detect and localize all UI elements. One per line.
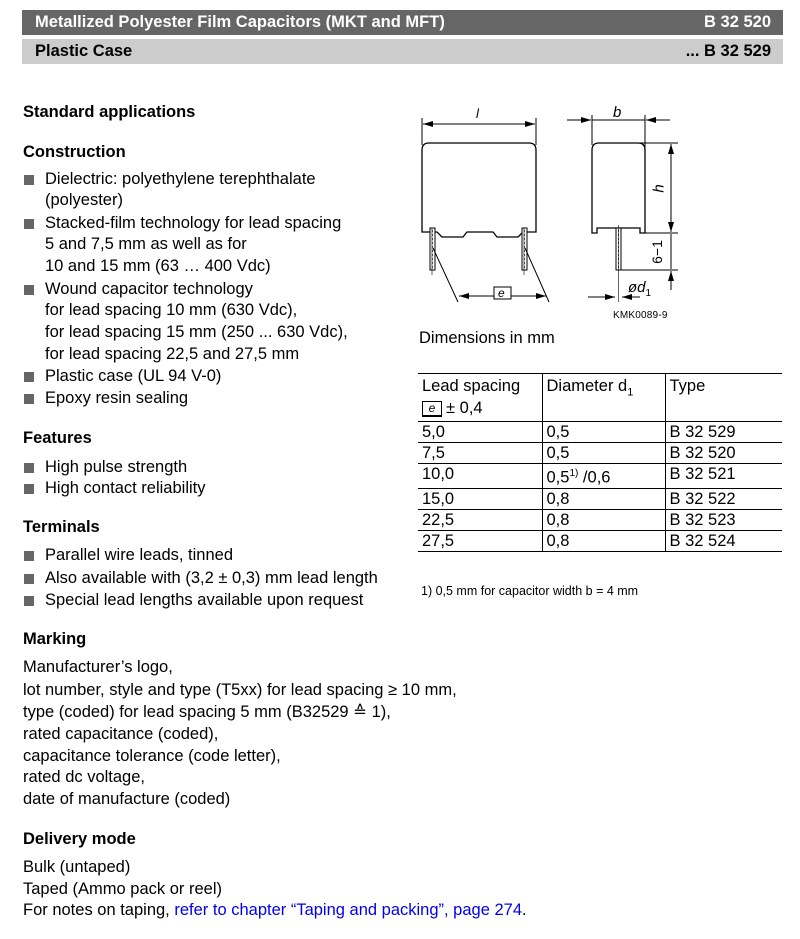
table-row [418,443,782,464]
heading-standard-applications: Standard applications [23,103,196,121]
cell-type: B 32 524 [665,530,782,551]
list-item: Plastic case (UL 94 V-0) [45,367,222,385]
list-item: High pulse strength [45,458,188,476]
diameter-alt-value: /0,6 [578,468,611,487]
series-code-start: B 32 520 [704,13,771,31]
heading-features: Features [23,429,92,447]
list-item: Dielectric: polyethylene terephthalate [45,170,316,188]
heading-construction: Construction [23,143,126,161]
bullet-icon [24,551,34,561]
header-subtitle-bar [22,39,783,64]
bullet-icon [24,463,34,473]
bullet-icon [24,394,34,404]
table-header-row [418,374,782,422]
cell-type: B 32 523 [665,509,782,530]
diameter-subscript: 1 [645,288,652,299]
dimension-label-height: h [650,184,668,193]
cell-diameter: 0,5 [542,443,665,464]
taping-chapter-link[interactable]: refer to chapter “Taping and packing”, page 274 [174,901,523,919]
header-diameter-label: Diameter d [546,377,628,395]
cell-diameter: 0,8 [542,509,665,530]
list-item: Stacked-film technology for lead spacing [45,214,342,232]
list-item-continuation: 10 and 15 mm (63 … 400 Vdc) [45,257,271,275]
list-item-continuation: 5 and 7,5 mm as well as for [45,235,247,253]
dimension-label-diameter [628,279,651,299]
header-diameter-subscript: 1 [627,386,634,399]
cell-type: B 32 520 [665,443,782,464]
list-item-continuation: (polyester) [45,191,123,209]
document-subtitle: Plastic Case [35,42,133,60]
cell-lead-spacing: 27,5 [418,530,542,551]
heading-delivery-mode: Delivery mode [23,830,136,848]
marking-line: capacitance tolerance (code letter), [23,747,281,765]
cell-lead-spacing: 10,0 [418,464,542,489]
cell-type: B 32 522 [665,488,782,509]
table-footnote: 1) 0,5 mm for capacitor width b = 4 mm [421,584,639,598]
cell-diameter: 0,8 [542,530,665,551]
series-code-end: ... B 32 529 [685,42,771,60]
cell-type: B 32 529 [665,422,782,443]
list-item: Wound capacitor technology [45,280,253,298]
list-item: Epoxy resin sealing [45,389,189,407]
list-item: Special lead lengths available upon request [45,591,364,609]
heading-terminals: Terminals [23,518,100,536]
list-item: Also available with (3,2 ± 0,3) mm lead length [45,569,378,587]
list-item-continuation: for lead spacing 10 mm (630 Vdc), [45,301,298,319]
dimension-label-lead-length: 6−1 [648,240,665,264]
marking-line: rated dc voltage, [23,768,145,786]
delivery-line: Taped (Ammo pack or reel) [23,880,222,898]
header-lead-spacing-label: Lead spacing [422,377,521,395]
header-title-bar [22,10,783,35]
marking-line: rated capacitance (coded), [23,725,219,743]
marking-line: Manufacturer’s logo, [23,658,173,676]
dimension-label-lead-spacing: e [498,286,505,300]
document-title: Metallized Polyester Film Capacitors (MKT and MFT) [35,13,445,31]
header-lead-spacing [418,374,542,422]
marking-line: lot number, style and type (T5xx) for lead spacing ≥ 10 mm, [23,681,457,699]
table-row [418,422,782,443]
delivery-note-prefix: For notes on taping, [23,901,175,919]
bullet-icon [24,219,34,229]
bullet-icon [24,596,34,606]
list-item-continuation: for lead spacing 15 mm (250 ... 630 Vdc), [45,323,348,341]
bullet-icon [24,574,34,584]
drawing-code: KMK0089-9 [613,310,668,321]
cell-diameter: 0,8 [542,488,665,509]
diameter-symbol: ød [628,279,646,296]
delivery-note-suffix: . [522,901,527,919]
table-row [418,509,782,530]
dimension-label-length: l [476,106,479,121]
cell-lead-spacing: 15,0 [418,488,542,509]
bullet-icon [24,372,34,382]
diameter-value: 0,5 [546,468,570,487]
bullet-icon [24,285,34,295]
dimension-label-width: b [613,104,622,121]
bullet-icon [24,175,34,185]
delivery-line: Bulk (untaped) [23,858,131,876]
list-item-continuation: for lead spacing 22,5 and 27,5 mm [45,345,300,363]
footnote-ref: 1) [569,468,579,479]
cell-diameter: 0,5 [542,422,665,443]
lead-spacing-tolerance: ± 0,4 [446,399,483,417]
heading-marking: Marking [23,630,87,648]
list-item: High contact reliability [45,479,206,497]
list-item: Parallel wire leads, tinned [45,546,234,564]
cell-lead-spacing: 22,5 [418,509,542,530]
table-row [418,530,782,551]
bullet-icon [24,484,34,494]
lead-spacing-symbol-box: e [422,401,442,417]
cell-lead-spacing: 5,0 [418,422,542,443]
table-row [418,488,782,509]
table-row [418,464,782,489]
cell-diameter [542,464,665,489]
header-type: Type [665,374,782,422]
cell-lead-spacing: 7,5 [418,443,542,464]
marking-line: date of manufacture (coded) [23,790,231,808]
delivery-note [23,900,527,922]
cell-type: B 32 521 [665,464,782,489]
marking-line: type (coded) for lead spacing 5 mm (B32529 ≙ 1), [23,703,391,721]
header-diameter [542,374,665,422]
drawing-caption: Dimensions in mm [419,329,555,347]
capacitor-dimension-drawing [400,100,700,325]
lead-spacing-table [418,373,782,552]
